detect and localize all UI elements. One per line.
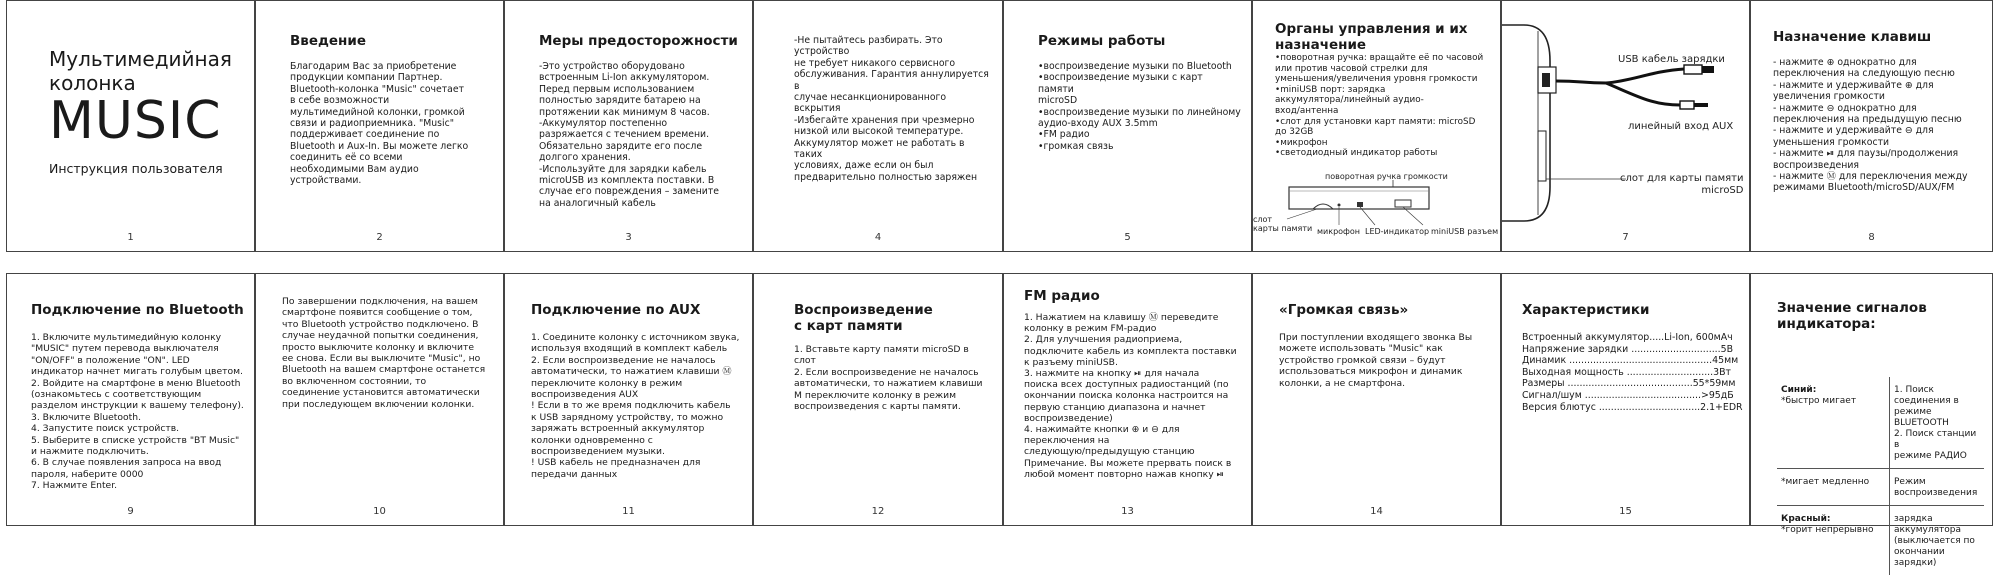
section-title: Подключение по AUX	[531, 302, 700, 318]
page-number: 2	[256, 232, 503, 243]
section-title: Введение	[290, 33, 366, 49]
page-number: 11	[505, 506, 752, 517]
fig-label-slot: слот карты памяти	[1253, 215, 1312, 233]
table-row	[1777, 377, 1984, 469]
section-title: Органы управления и их назначение	[1275, 21, 1468, 53]
page-number: 8	[1751, 232, 1992, 243]
blue-fast-desc: 1. Поиск соединения в режиме BLUETOOTH 2. Поиск станции в режиме РАДИО	[1890, 377, 1985, 469]
section-title: Подключение по Bluetooth	[31, 302, 244, 318]
page-number: 14	[1253, 506, 1500, 517]
section-body: Благодарим Вас за приобретение продукции компании Партнер. Bluetooth-колонка "Music" сочетает в себе возможности мультимедийной колонки, громкой связи и радиоприемника. "Music" поддерживает соединение по Bluetooth и Aux-In. Вы можете легко соединить её со всеми необходимыми Вам аудио устройствами.	[290, 61, 493, 186]
fig-label-led: LED-индикатор	[1365, 227, 1429, 236]
section-body: При поступлении входящего звонка Вы можете использовать "Music" как устройство громкой связи – будут использоваться микрофон и динамик колонки, а не смартфона.	[1279, 332, 1494, 389]
page-15-specs	[1501, 273, 1750, 526]
cover-subtitle: Инструкция пользователя	[49, 161, 223, 176]
section-body: 1. Соедините колонку с источником звука, используя входящий в комплект кабель 2. Если воспроизведение не началось автоматически, то нажатием клавиши Ⓜ переключите колонку в режим воспроизведения AUX ! Если в то же время подключить кабель к USB зарядному устройству, то можно заряжать встроенный аккумулятор колонки одновременно с воспроизведением музыки. ! USB кабель не предназначен для передачи данных	[531, 332, 746, 480]
fig-label-usb: miniUSB разъем	[1431, 227, 1498, 236]
section-title: Воспроизведение с карт памяти	[794, 302, 933, 334]
page-10-bluetooth-cont	[255, 273, 504, 526]
blue-fast: *быстро мигает	[1781, 396, 1856, 406]
page-number: 13	[1004, 506, 1251, 517]
page-number: 3	[505, 232, 752, 243]
section-body: По завершении подключения, на вашем смартфоне появится сообщение о том, что Bluetooth устройство подключено. В случае неудачной попытки соединения, просто выключите колонку и включите ее снова. Если вы выключите "Music", но Bluetooth на вашем смартфоне останется во включенном состоянии, то соединение установится автоматически при последующем включении колонки.	[282, 296, 497, 410]
indicator-table	[1777, 377, 1984, 575]
label-aux-input: линейный вход AUX	[1628, 121, 1733, 132]
page-9-bluetooth	[6, 273, 255, 526]
section-title: FM радио	[1024, 288, 1100, 304]
blue-label: Синий:	[1781, 385, 1885, 396]
section-title: Характеристики	[1522, 302, 1649, 318]
page-number: 10	[256, 506, 503, 517]
specs-list: Встроенный аккумулятор.....Li-Ion, 600мАч Напряжение зарядки ..............................5В Динамик ................................................45мм Выходная мощность .............................3Вт Размеры ..........................................55*59мм Сигнал/шум .......................................>95дБ Версия блютус ..................................2.1+EDR	[1522, 332, 1743, 413]
label-usb-cable: USB кабель зарядки	[1618, 54, 1725, 65]
section-body: -Не пытайтесь разбирать. Это устройство не требует никакого сервисного обслуживания. Гарантия аннулируется в случае несанкционированного вскрытия -Избегайте хранения при чрезмерно низкой или высокой температуре. Аккумулятор может не работать в таких условиях, даже если он был предварительно полностью заряжен	[794, 35, 992, 183]
page-number: 12	[754, 506, 1002, 517]
blue-slow-desc: Режим воспроизведения	[1890, 469, 1985, 506]
page-number: 4	[754, 232, 1002, 243]
label-sd-slot: слот для карты памяти microSD	[1620, 173, 1743, 197]
page-2-intro	[255, 0, 504, 252]
page-number: 15	[1502, 506, 1749, 517]
cover-brand: MUSIC	[49, 93, 222, 149]
page-number: 1	[7, 232, 254, 243]
section-title: Назначение клавиш	[1773, 29, 1931, 45]
section-body: 1. Включите мультимедийную колонку "MUSIC" путем перевода выключателя "ON/OFF" в положение "ON". LED индикатор начнет мигать голубым цветом. 2. Войдите на смартфоне в меню Bluetooth (ознакомьтесь с соответствующим разделом инструкции к вашему телефону). 3. Включите Bluetooth. 4. Запустите поиск устройств. 5. Выберите в списке устройств "BT Music" и нажмите подключить. 6. В случае появления запроса на ввод пароля, наберите 0000 7. Нажмите Enter.	[31, 332, 248, 492]
section-title: «Громкая связь»	[1279, 302, 1408, 318]
page-6-controls	[1252, 0, 1501, 252]
section-body: 1. Нажатием на клавишу Ⓜ переведите колонку в режим FM-радио 2. Для улучшения радиоприема, подключите кабель из комплекта поставки к разъему miniUSB. 3. нажмите на кнопку ⏯ для начала поиска всех доступных радиостанций (по окончании поиска колонка настроится на первую станцию диапазона и начнет воспроизведение) 4. нажимайте кнопки ⊕ и ⊖ для переключения на следующую/предыдущую станцию Примечание. Вы можете прервать поиск в любой момент повторно нажав кнопку ⏯	[1024, 312, 1247, 480]
blue-slow: *мигает медленно	[1777, 469, 1890, 506]
page-11-aux	[504, 273, 753, 526]
page-4-precautions-cont	[753, 0, 1003, 252]
section-title: Меры предосторожности	[539, 33, 738, 49]
page-12-memory-card	[753, 273, 1003, 526]
section-title: Режимы работы	[1038, 33, 1165, 49]
page-14-speakerphone	[1252, 273, 1501, 526]
red-on-desc: зарядка аккумулятора (выключается по окончании зарядки)	[1890, 506, 1985, 575]
page-number: 9	[7, 506, 254, 517]
page-13-fm-radio	[1003, 273, 1252, 526]
red-on: *горит непрерывно	[1781, 525, 1873, 535]
page-5-modes	[1003, 0, 1252, 252]
table-row	[1777, 469, 1984, 506]
page-7-connections	[1501, 0, 1750, 252]
cover-title: Мультимедийная колонка	[49, 47, 232, 95]
section-body: •поворотная ручка: вращайте её по часовой или против часовой стрелки для уменьшения/увеличения уровня громкости •miniUSB порт: зарядка аккумулятора/линейный аудио- вход/антенна •слот для установки карт памяти: microSD до 32GB •микрофон •светодиодный индикатор работы	[1275, 53, 1490, 159]
page-number: 7	[1502, 232, 1749, 243]
fig-label-mic: микрофон	[1317, 227, 1360, 236]
page-3-precautions	[504, 0, 753, 252]
section-body: -Это устройство оборудовано встроенным Li-Ion аккумулятором. Перед первым использованием полностью зарядите батарею на протяжении как минимум 8 часов. -Аккумулятор постепенно разряжается с течением времени. Обязательно зарядите его после долгого хранения. -Используйте для зарядки кабель microUSB из комплекта поставки. В случае его повреждения – замените на аналогичный кабель	[539, 61, 742, 209]
page-8-buttons	[1750, 0, 1993, 252]
red-label: Красный:	[1781, 514, 1885, 525]
section-body: •воспроизведение музыки по Bluetooth •воспроизведение музыки с карт памяти microSD •воспроизведение музыки по линейному аудио-входу AUX 3.5mm •FM радио •громкая связь	[1038, 61, 1241, 152]
page-number: 5	[1004, 232, 1251, 243]
page-16-indicator	[1750, 273, 1993, 526]
section-title: Значение сигналов индикатора:	[1777, 300, 1927, 332]
section-body: 1. Вставьте карту памяти microSD в слот 2. Если воспроизведение не началось автоматически, то нажатием клавиши M переключите колонку в режим воспроизведения с карты памяти.	[794, 344, 992, 412]
fig-label-knob: поворотная ручка громкости	[1325, 172, 1448, 181]
section-body: - нажмите ⊕ однократно для переключения на следующую песню - нажмите и удерживайте ⊕ для увеличения громкости - нажмите ⊖ однократно для переключения на предыдущую песню - нажмите и удерживайте ⊖ для уменьшения громкости - нажмите ⏯ для паузы/продолжения воспроизведения - нажмите Ⓜ для переключения между режимами Bluetooth/microSD/AUX/FM	[1773, 57, 1982, 194]
page-1-cover	[6, 0, 255, 252]
table-row	[1777, 506, 1984, 575]
